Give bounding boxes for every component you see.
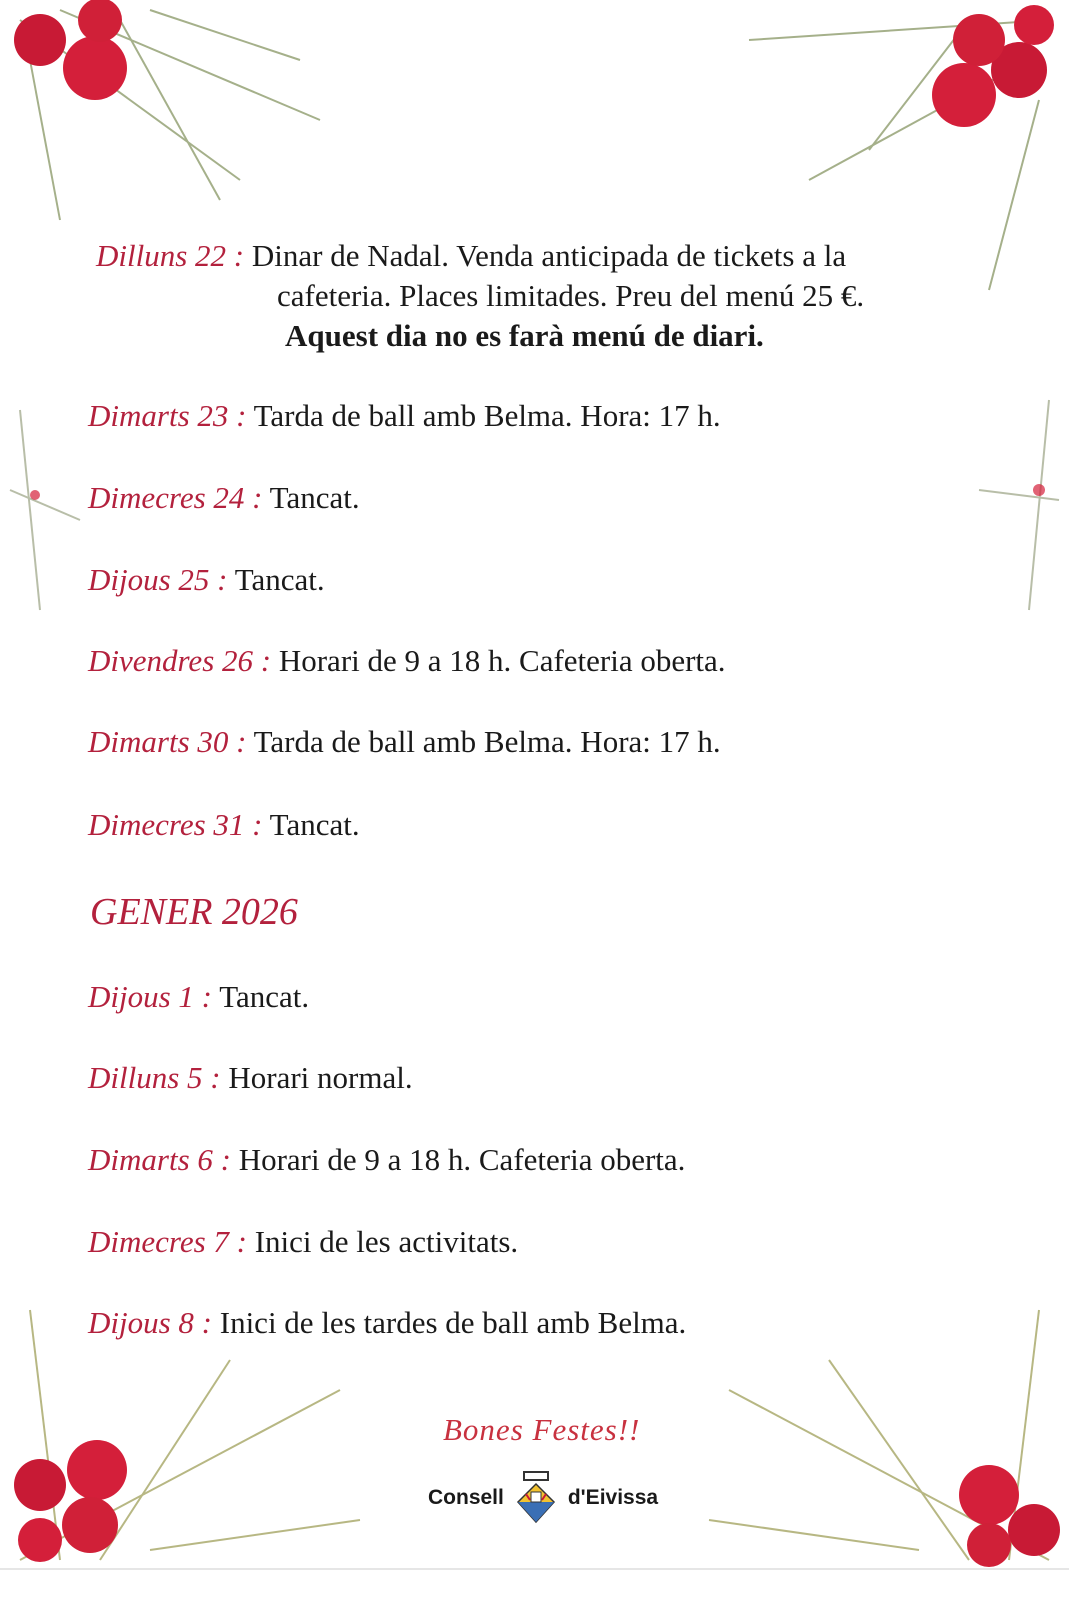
entry-text: Horari de 9 a 18 h. Cafeteria oberta. (278, 643, 726, 678)
entry-dijous-1 (88, 979, 309, 1015)
entry-dimarts-6 (88, 1142, 685, 1178)
entry-day: Dimarts 6 : (88, 1142, 231, 1177)
entry-text: Tarda de ball amb Belma. Hora: 17 h. (253, 724, 721, 759)
entry-dilluns-22 (96, 238, 846, 274)
entry-dimecres-31 (88, 807, 360, 843)
entry-text: Inici de les tardes de ball amb Belma. (219, 1305, 687, 1340)
pine-branch-bottom-right-decoration (689, 1300, 1069, 1570)
pine-branch-right-decoration (959, 390, 1069, 620)
entry-text: Tancat. (269, 807, 360, 842)
coat-of-arms-icon (516, 1470, 556, 1526)
entry-text: Tancat. (234, 562, 325, 597)
entry-dilluns-5 (88, 1060, 413, 1096)
entry-day: Divendres 26 : (88, 643, 272, 678)
entry-dimecres-7 (88, 1224, 518, 1260)
entry-day: Dijous 1 : (88, 979, 212, 1014)
entry-day: Dimarts 23 : (88, 398, 247, 433)
entry-day: Dimecres 31 : (88, 807, 263, 842)
entry-dimarts-23 (88, 398, 721, 434)
entry-text: Horari de 9 a 18 h. Cafeteria oberta. (238, 1142, 686, 1177)
entry-day: Dijous 8 : (88, 1305, 212, 1340)
entry-day: Dijous 25 : (88, 562, 228, 597)
entry-day: Dilluns 5 : (88, 1060, 221, 1095)
pine-branch-left-decoration (0, 400, 90, 620)
month-heading: GENER 2026 (90, 891, 298, 933)
entry-text: Tancat. (219, 979, 310, 1014)
entry-text: Tancat. (269, 480, 360, 515)
logo-text-right: d'Eivissa (567, 1486, 659, 1509)
entry-day: Dimecres 7 : (88, 1224, 247, 1259)
entry-dijous-8 (88, 1305, 686, 1341)
entry-divendres-26 (88, 643, 726, 679)
entry-day: Dimarts 30 : (88, 724, 247, 759)
entry-day: Dilluns 22 : (96, 238, 245, 273)
entry-text: Tarda de ball amb Belma. Hora: 17 h. (253, 398, 721, 433)
closing-greeting: Bones Festes!! (443, 1412, 641, 1447)
consell-eivissa-logo (428, 1470, 658, 1526)
entry-text: Dinar de Nadal. Venda anticipada de tickets a la (251, 238, 847, 273)
bottom-border (0, 1568, 1069, 1600)
entry-text-continued: cafeteria. Places limitades. Preu del menú 25 €. (277, 278, 865, 313)
entry-note-bold: Aquest dia no es farà menú de diari. (285, 318, 764, 353)
pine-branch-top-left-decoration (0, 0, 360, 230)
entry-dijous-25 (88, 562, 325, 598)
entry-text: Horari normal. (228, 1060, 413, 1095)
entry-day: Dimecres 24 : (88, 480, 263, 515)
logo-text-left: Consell (428, 1486, 504, 1509)
entry-text: Inici de les activitats. (254, 1224, 519, 1259)
entry-dimarts-30 (88, 724, 721, 760)
entry-dimecres-24 (88, 480, 360, 516)
